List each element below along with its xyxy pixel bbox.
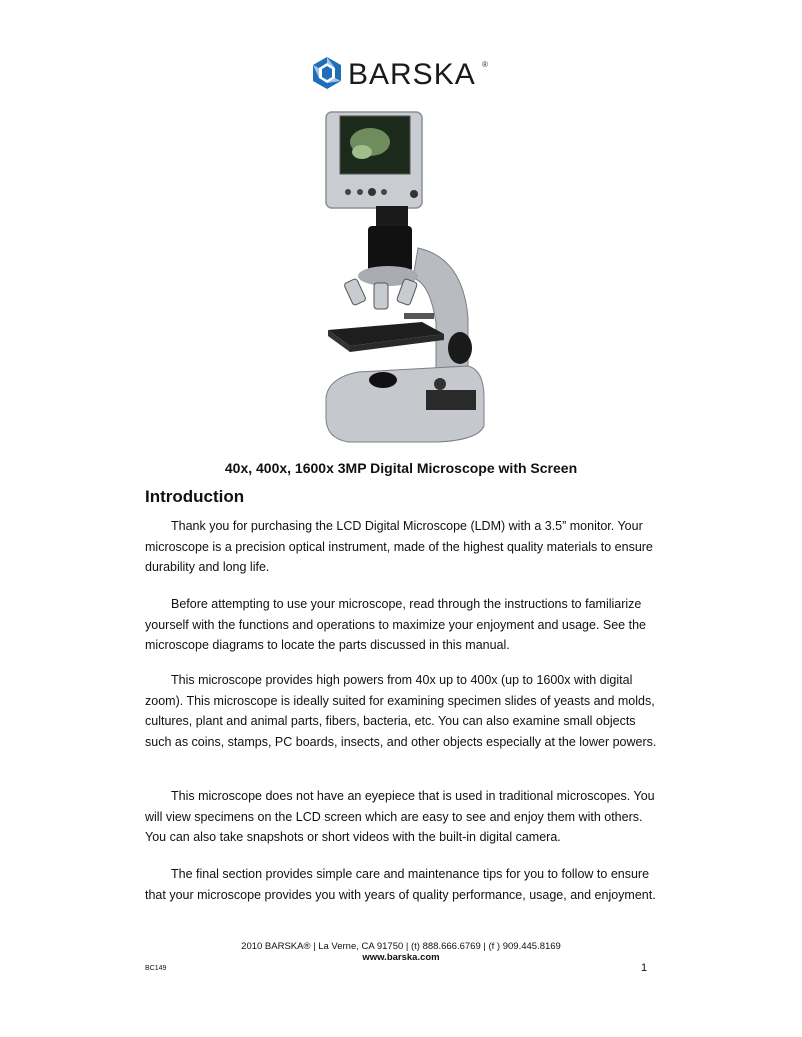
paragraph-2: Before attempting to use your microscope, read through the instructions to familiarize yourself with the functions and operations to maximize your enjoyment and usage. See the microscope diagrams to locate the parts discussed in this manual. (145, 597, 646, 652)
product-title: 40x, 400x, 1600x 3MP Digital Microscope with Screen (224, 460, 578, 476)
brand-logo (310, 56, 490, 92)
barska-hexagon-logo-icon (310, 56, 344, 90)
document-code: BC149 (145, 965, 167, 972)
section-heading-introduction: Introduction (145, 487, 245, 506)
microscope-image (318, 108, 488, 448)
page-number: 1 (641, 962, 648, 974)
footer-address: 2010 BARSKA® | La Verne, CA 91750 | (t) 888.666.6769 | (f ) 909.445.8169 (241, 941, 561, 952)
paragraph-5: The final section provides simple care and maintenance tips for you to follow to ensure that your microscope provides you with years of quality performance, usage, and enjoyment. (145, 867, 656, 902)
brand-name: BARSKA (348, 58, 476, 91)
paragraph-1: Thank you for purchasing the LCD Digital Microscope (LDM) with a 3.5” monitor. Your microscope is a precision optical instrument, made of the highest quality materials to ensure durability and long life. (145, 519, 653, 574)
footer-website-link[interactable]: www.barska.com (362, 952, 440, 963)
registered-mark: ® (482, 60, 488, 69)
paragraph-3: This microscope provides high powers from 40x up to 400x (up to 1600x with digital zoom). This microscope is ideally suited for examining specimen slides of yeasts and molds, cultures, plant and animal parts, fibers, bacteria, etc. You can also examine small objects such as coins, stamps, PC boards, insects, and other objects especially at the lower powers. (145, 673, 657, 749)
paragraph-4: This microscope does not have an eyepiece that is used in traditional microscopes. You will view specimens on the LCD screen which are easy to see and enjoy them with others. You can also take snapshots or short videos with the built-in digital camera. (145, 789, 655, 844)
